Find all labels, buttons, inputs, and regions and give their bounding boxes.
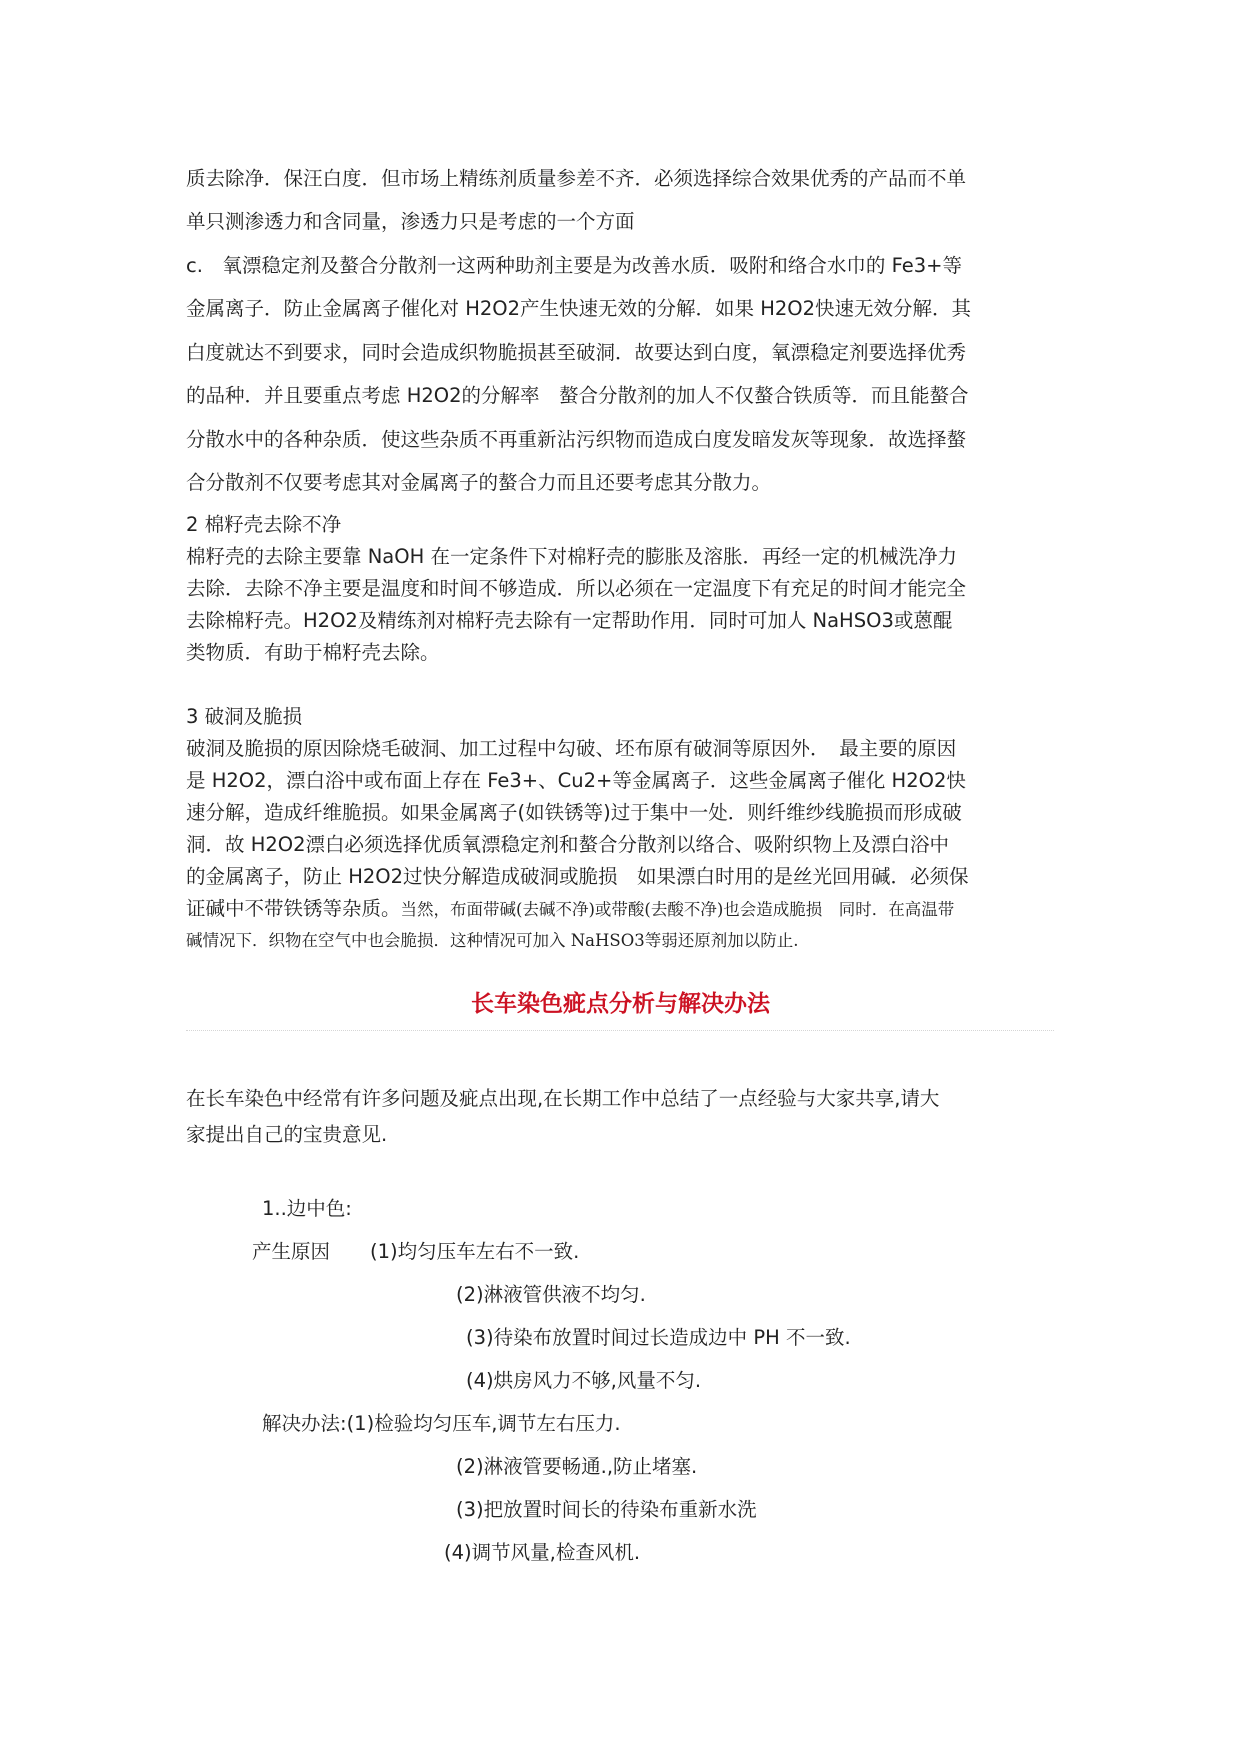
paragraph-line: 的品种．并且要重点考虑 H2O2的分解率 螯合分散剂的加人不仅螯合铁质等．而且能螯合: [186, 384, 969, 407]
paragraph-line: 白度就达不到要求，同时会造成织物脆损甚至破洞．故要达到白度，氧漂稳定剂要选择优秀: [186, 341, 967, 364]
article-title: 长车染色疵点分析与解决办法: [471, 991, 770, 1017]
cause-item: (2)淋液管供液不均匀.: [456, 1283, 646, 1306]
paragraph-line: 的金属离子，防止 H2O2过快分解造成破洞或脆损 如果漂白时用的是丝光回用碱．必须保: [186, 865, 969, 888]
intro-line: 在长车染色中经常有许多问题及疵点出现,在长期工作中总结了一点经验与大家共享,请大: [186, 1087, 940, 1110]
section-heading: 2 棉籽壳去除不净: [186, 513, 342, 536]
paragraph-line: 去除棉籽壳。H2O2及精练剂对棉籽壳去除有一定帮助作用．同时可加人 NaHSO3或蒽醌: [186, 609, 953, 632]
paragraph-line: 质去除净．保汪白度．但市场上精练剂质量参差不齐．必须选择综合效果优秀的产品而不单: [186, 167, 967, 190]
paragraph-line: 破洞及脆损的原因除烧毛破洞、加工过程中勾破、坯布原有破洞等原因外． 最主要的原因: [186, 737, 957, 760]
title-divider: [186, 1030, 1054, 1031]
solution-item: (3)把放置时间长的待染布重新水洗: [456, 1498, 757, 1521]
paragraph-line: 是 H2O2，漂白浴中或布面上存在 Fe3+、Cu2+等金属离子．这些金属离子催化 H2O2快: [186, 769, 966, 792]
paragraph-line: [186, 896, 954, 923]
paragraph-line: 棉籽壳的去除主要靠 NaOH 在一定条件下对棉籽壳的膨胀及溶胀．再经一定的机械洗净力: [186, 545, 957, 568]
intro-line: 家提出自己的宝贵意见.: [186, 1123, 388, 1146]
paragraph-line: 分散水中的各种杂质．使这些杂质不再重新沾污织物而造成白度发暗发灰等现象．故选择螯: [186, 428, 967, 451]
paragraph-line: 去除．去除不净主要是温度和时间不够造成．所以必须在一定温度下有充足的时间才能完全: [186, 577, 967, 600]
cause-item: (3)待染布放置时间过长造成边中 PH 不一致.: [466, 1326, 851, 1349]
paragraph-line: 金属离子．防止金属离子催化对 H2O2产生快速无效的分解．如果 H2O2快速无效分解．其: [186, 297, 972, 320]
section-heading: 3 破洞及脆损: [186, 705, 303, 728]
paragraph-line: 洞．故 H2O2漂白必须选择优质氧漂稳定剂和螯合分散剂以络合、吸附织物上及漂白浴中: [186, 833, 950, 856]
cause-item: (1)均匀压车左右不一致.: [370, 1240, 580, 1263]
paragraph-line: 合分散剂不仅要考虑其对金属离子的螯合力而且还要考虑其分散力。: [186, 471, 772, 494]
solution-item: (2)淋液管要畅通.,防止堵塞.: [456, 1455, 698, 1478]
list-item-heading: 1..边中色:: [262, 1197, 352, 1220]
paragraph-line: 类物质．有助于棉籽壳去除。: [186, 641, 440, 664]
paragraph-line: 单只测渗透力和含同量，渗透力只是考虑的一个方面: [186, 210, 635, 233]
solution-item: 解决办法:(1)检验均匀压车,调节左右压力.: [262, 1412, 621, 1435]
cause-label: 产生原因: [252, 1240, 331, 1263]
solution-item: (4)调节风量,检查风机.: [444, 1541, 641, 1564]
paragraph-text: 证碱中不带铁锈等杂质。: [186, 897, 401, 920]
paragraph-text-serif: 当然，布面带碱(去碱不净)或带酸(去酸不净)也会造成脆损 同时．在高温带: [400, 900, 955, 919]
paragraph-line: c. 氧漂稳定剂及螯合分散剂一这两种助剂主要是为改善水质．吸附和络合水巾的 Fe3+等: [186, 254, 963, 277]
paragraph-line: 速分解，造成纤维脆损。如果金属离子(如铁锈等)过于集中一处．则纤维纱线脆损而形成破: [186, 801, 962, 824]
cause-item: (4)烘房风力不够,风量不匀.: [466, 1369, 702, 1392]
paragraph-line: 碱情况下．织物在空气中也会脆损．这种情况可加入 NaHSO3等弱还原剂加以防止.: [186, 931, 799, 950]
